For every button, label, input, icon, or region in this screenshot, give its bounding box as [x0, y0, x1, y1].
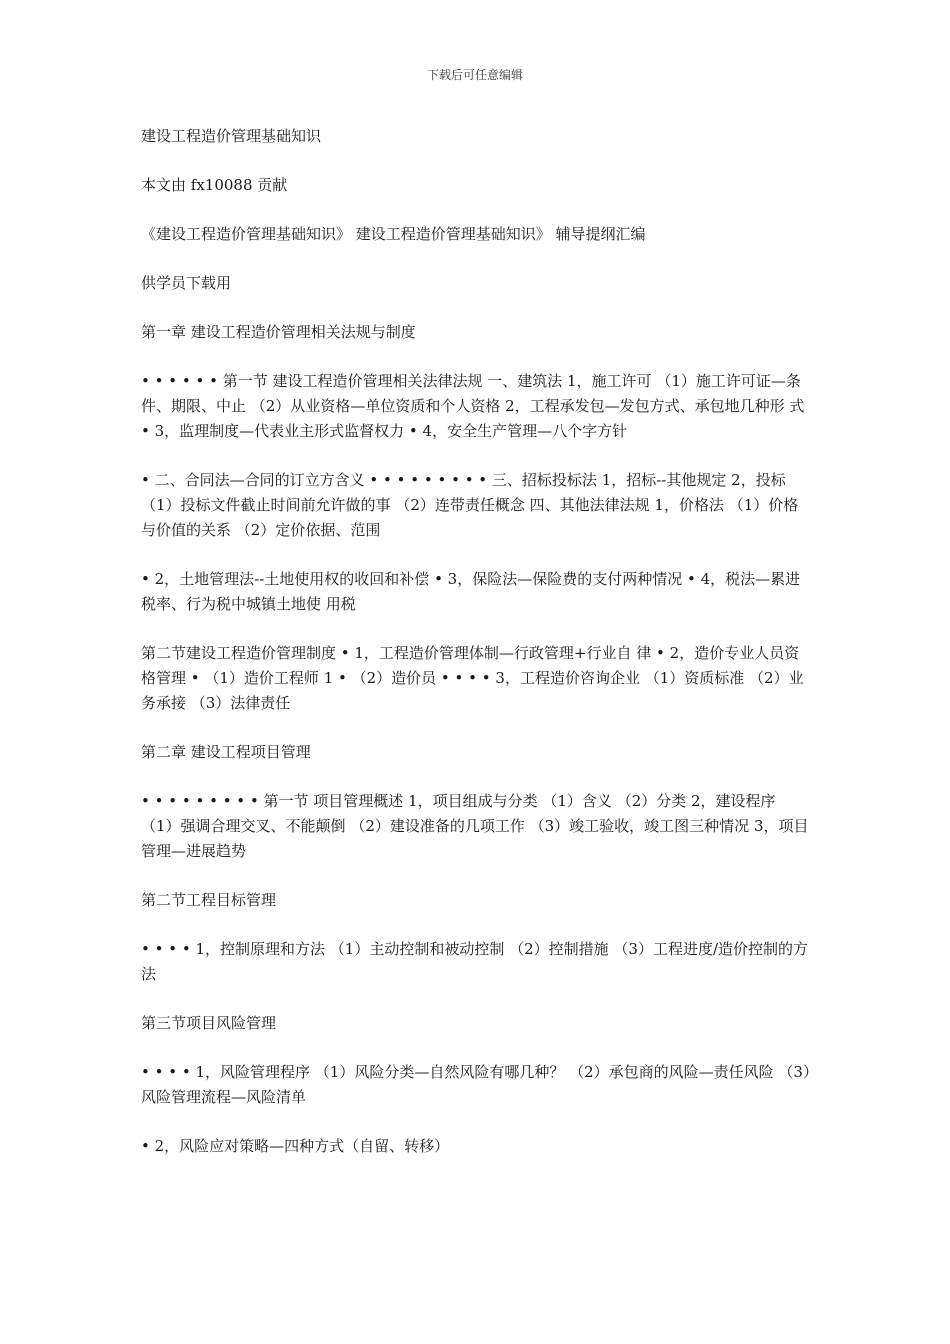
body-paragraph: • • • • • • 第一节 建设工程造价管理相关法律法规 一、建筑法 1，施工许可 （1）施工许可证—条件、期限、中止 （2）从业资格—单位资质和个人资格 2，工程承发包—发包方式、承包地几种形 式 • 3，监理制度—代表业主形式监督权力 • 4，安全生产管理—八个字方针: [141, 372, 805, 440]
body-paragraph: • 二、合同法—合同的订立方含义 • • • • • • • • • 三、招标投标法 1，招标--其他规定 2，投标 （1）投标文件截止时间前允许做的事 （2）连带责任概念 四、其他法律法规 1，价格法 （1）价格与价值的关系 （2）定价依据、范围: [141, 471, 799, 539]
section-heading: 第二节工程目标管理: [141, 891, 277, 909]
contributor-line: 本文由 fx10088 贡献: [141, 176, 288, 194]
body-paragraph: • 2，风险应对策略—四种方式（自留、转移）: [141, 1137, 450, 1155]
body-paragraph: 第二节建设工程造价管理制度 • 1，工程造价管理体制—行政管理+行业自 律 • 2，造价专业人员资格管理 • （1）造价工程师 1 • （2）造价员 • • • • 3，工程造价咨询企业 （1）资质标准 （2）业务承接 （3）法律责任: [141, 644, 804, 712]
document-body: [141, 124, 811, 1183]
chapter-1-heading: 第一章 建设工程造价管理相关法规与制度: [141, 323, 416, 341]
page-header-note: 下载后可任意编辑: [426, 68, 523, 82]
body-paragraph: • • • • 1，风险管理程序 （1）风险分类—自然风险有哪几种？ （2）承包商的风险—责任风险 （3）风险管理流程—风险清单: [141, 1063, 811, 1106]
body-paragraph: • • • • • • • • • 第一节 项目管理概述 1，项目组成与分类 （1）含义 （2）分类 2，建设程序 （1）强调合理交叉、不能颠倒 （2）建设准备的几项工作 （3）竣工验收，竣工图三种情况 3，项目管理—进展趋势: [141, 792, 809, 860]
body-paragraph: • 2，土地管理法--土地使用权的收回和补偿 • 3，保险法—保险费的支付两种情况 • 4，税法—累进税率、行为税中城镇土地使 用税: [141, 570, 801, 613]
document-title: 建设工程造价管理基础知识: [141, 127, 322, 145]
section-heading: 第三节项目风险管理: [141, 1014, 277, 1032]
book-reference-line: 《建设工程造价管理基础知识》 建设工程造价管理基础知识》 辅导提纲汇编: [141, 225, 646, 243]
chapter-2-heading: 第二章 建设工程项目管理: [141, 743, 311, 761]
audience-line: 供学员下载用: [141, 274, 232, 292]
body-paragraph: • • • • 1，控制原理和方法 （1）主动控制和被动控制 （2）控制措施 （3）工程进度/造价控制的方法: [141, 940, 808, 983]
